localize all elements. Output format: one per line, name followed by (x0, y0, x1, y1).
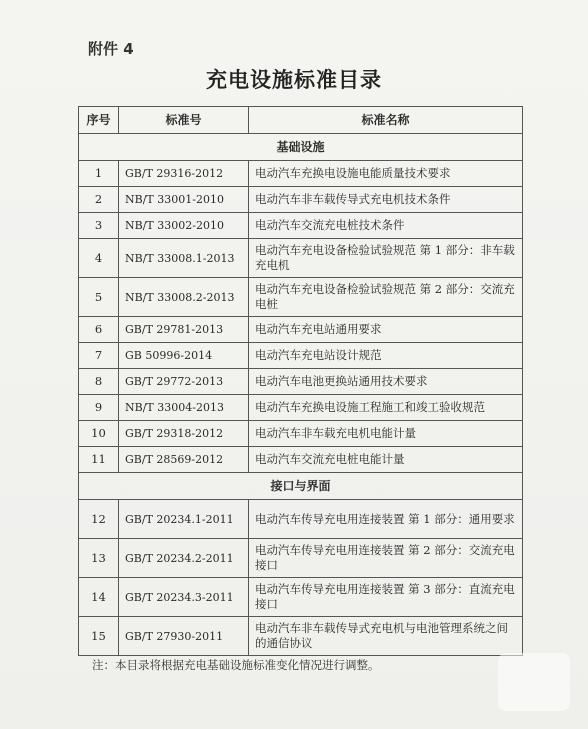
row-code: NB/T 33001-2010 (119, 187, 249, 213)
table-row (79, 395, 523, 421)
row-no: 7 (79, 343, 119, 369)
table-row (79, 317, 523, 343)
row-code: GB/T 20234.2-2011 (119, 539, 249, 578)
row-name: 电动汽车交流充电桩技术条件 (249, 213, 523, 239)
row-code: NB/T 33008.1-2013 (119, 239, 249, 278)
row-code: GB/T 29316-2012 (119, 161, 249, 187)
row-code: NB/T 33004-2013 (119, 395, 249, 421)
row-no: 11 (79, 447, 119, 473)
section-row (79, 473, 523, 500)
row-code: GB/T 29781-2013 (119, 317, 249, 343)
table-row (79, 278, 523, 317)
row-name: 电动汽车充电站设计规范 (249, 343, 523, 369)
row-no: 15 (79, 617, 119, 656)
row-no: 10 (79, 421, 119, 447)
row-no: 3 (79, 213, 119, 239)
row-no: 2 (79, 187, 119, 213)
section-row (79, 134, 523, 161)
table-row (79, 213, 523, 239)
row-name: 电动汽车传导充电用连接装置 第 3 部分：直流充电接口 (249, 578, 523, 617)
row-name: 电动汽车充换电设施电能质量技术要求 (249, 161, 523, 187)
row-no: 5 (79, 278, 119, 317)
page-title: 充电设施标准目录 (206, 68, 382, 92)
row-no: 4 (79, 239, 119, 278)
table-row (79, 617, 523, 656)
table-row (79, 187, 523, 213)
row-code: GB/T 20234.1-2011 (119, 500, 249, 539)
row-code: GB 50996-2014 (119, 343, 249, 369)
row-no: 6 (79, 317, 119, 343)
row-name: 电动汽车非车载传导式充电机与电池管理系统之间的通信协议 (249, 617, 523, 656)
footnote: 注：本目录将根据充电基础设施标准变化情况进行调整。 (92, 658, 380, 672)
header-name: 标准名称 (249, 107, 523, 134)
header-no: 序号 (79, 107, 119, 134)
attachment-label: 附件 4 (88, 40, 134, 58)
row-name: 电动汽车充电站通用要求 (249, 317, 523, 343)
row-code: NB/T 33008.2-2013 (119, 278, 249, 317)
table-row (79, 539, 523, 578)
row-no: 12 (79, 500, 119, 539)
row-no: 1 (79, 161, 119, 187)
row-name: 电动汽车传导充电用连接装置 第 1 部分：通用要求 (249, 500, 523, 539)
row-code: GB/T 20234.3-2011 (119, 578, 249, 617)
row-code: GB/T 29318-2012 (119, 421, 249, 447)
table-row (79, 343, 523, 369)
row-name: 电动汽车非车载充电机电能计量 (249, 421, 523, 447)
table-row (79, 578, 523, 617)
table-row (79, 447, 523, 473)
row-name: 电动汽车非车载传导式充电机技术条件 (249, 187, 523, 213)
row-name: 电动汽车交流充电桩电能计量 (249, 447, 523, 473)
table-row (79, 421, 523, 447)
row-no: 13 (79, 539, 119, 578)
table-header-row (79, 107, 523, 134)
row-no: 9 (79, 395, 119, 421)
header-code: 标准号 (119, 107, 249, 134)
row-code: GB/T 29772-2013 (119, 369, 249, 395)
standards-table (78, 106, 523, 656)
table-row (79, 500, 523, 539)
table-row (79, 239, 523, 278)
row-name: 电动汽车充电设备检验试验规范 第 2 部分：交流充电桩 (249, 278, 523, 317)
table-row (79, 369, 523, 395)
row-name: 电动汽车电池更换站通用技术要求 (249, 369, 523, 395)
table-row (79, 161, 523, 187)
section-title: 接口与界面 (79, 473, 523, 500)
row-code: NB/T 33002-2010 (119, 213, 249, 239)
row-no: 14 (79, 578, 119, 617)
row-name: 电动汽车传导充电用连接装置 第 2 部分：交流充电接口 (249, 539, 523, 578)
section-title: 基础设施 (79, 134, 523, 161)
row-name: 电动汽车充电设备检验试验规范 第 1 部分：非车载充电机 (249, 239, 523, 278)
watermark-logo (498, 653, 570, 711)
row-no: 8 (79, 369, 119, 395)
row-code: GB/T 27930-2011 (119, 617, 249, 656)
row-name: 电动汽车充换电设施工程施工和竣工验收规范 (249, 395, 523, 421)
row-code: GB/T 28569-2012 (119, 447, 249, 473)
